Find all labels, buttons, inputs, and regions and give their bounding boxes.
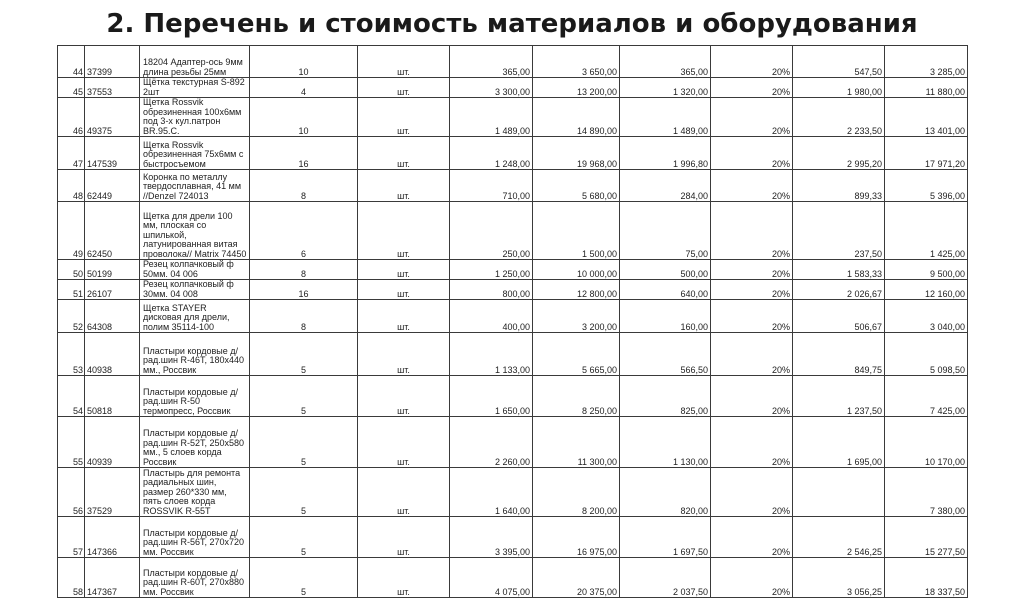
total-cell: 5 396,00 bbox=[885, 170, 968, 202]
total-cell: 10 170,00 bbox=[885, 417, 968, 468]
total-cell: 15 277,50 bbox=[885, 517, 968, 558]
price-cell: 800,00 bbox=[450, 280, 533, 300]
table-row bbox=[58, 376, 968, 417]
price-cell: 1 650,00 bbox=[450, 376, 533, 417]
table-row bbox=[58, 280, 968, 300]
item-code-cell: 147539 bbox=[85, 137, 140, 170]
item-code-cell: 64308 bbox=[85, 300, 140, 333]
item-code-cell: 37529 bbox=[85, 468, 140, 517]
price-cell: 1 250,00 bbox=[450, 260, 533, 280]
item-code-cell: 49375 bbox=[85, 98, 140, 137]
table-row bbox=[58, 517, 968, 558]
vat-rate-cell: 20% bbox=[711, 468, 793, 517]
quantity-cell: 16 bbox=[250, 280, 358, 300]
price-cell: 710,00 bbox=[450, 170, 533, 202]
sum-cell: 20 375,00 bbox=[533, 558, 620, 598]
total-cell: 13 401,00 bbox=[885, 98, 968, 137]
vat-sum-cell: 2 546,25 bbox=[793, 517, 885, 558]
price-cell: 1 133,00 bbox=[450, 333, 533, 376]
vat-rate-cell: 20% bbox=[711, 517, 793, 558]
sum-cell: 14 890,00 bbox=[533, 98, 620, 137]
vat-rate-cell: 20% bbox=[711, 558, 793, 598]
vat-sum-cell: 1 583,33 bbox=[793, 260, 885, 280]
row-number-cell: 58 bbox=[58, 558, 85, 598]
vat-rate-cell: 20% bbox=[711, 202, 793, 260]
sum-cell: 5 680,00 bbox=[533, 170, 620, 202]
unit-cell: шт. bbox=[358, 46, 450, 78]
table-row bbox=[58, 468, 968, 517]
total-cell: 1 425,00 bbox=[885, 202, 968, 260]
table-row bbox=[58, 333, 968, 376]
vat-sum-cell: 3 056,25 bbox=[793, 558, 885, 598]
quantity-cell: 10 bbox=[250, 46, 358, 78]
table-row bbox=[58, 98, 968, 137]
cost-cell: 1 996,80 bbox=[620, 137, 711, 170]
table-body bbox=[58, 46, 968, 598]
quantity-cell: 5 bbox=[250, 417, 358, 468]
cost-cell: 1 489,00 bbox=[620, 98, 711, 137]
row-number-cell: 47 bbox=[58, 137, 85, 170]
sum-cell: 10 000,00 bbox=[533, 260, 620, 280]
sum-cell: 13 200,00 bbox=[533, 78, 620, 98]
item-name-cell: Пластыри кордовые д/рад.шин R-56T, 270х720 мм. Россвик bbox=[140, 517, 250, 558]
total-cell: 7 425,00 bbox=[885, 376, 968, 417]
cost-cell: 1 130,00 bbox=[620, 417, 711, 468]
cost-cell: 1 697,50 bbox=[620, 517, 711, 558]
item-name-cell: Резец колпачковый ф 30мм. 04 008 bbox=[140, 280, 250, 300]
cost-cell: 566,50 bbox=[620, 333, 711, 376]
item-code-cell: 37399 bbox=[85, 46, 140, 78]
price-cell: 4 075,00 bbox=[450, 558, 533, 598]
unit-cell: шт. bbox=[358, 260, 450, 280]
vat-rate-cell: 20% bbox=[711, 417, 793, 468]
table-row bbox=[58, 78, 968, 98]
quantity-cell: 5 bbox=[250, 376, 358, 417]
total-cell: 17 971,20 bbox=[885, 137, 968, 170]
unit-cell: шт. bbox=[358, 300, 450, 333]
item-name-cell: Пластыри кордовые д/рад.шин R-50 термопресс, Россвик bbox=[140, 376, 250, 417]
price-cell: 1 248,00 bbox=[450, 137, 533, 170]
item-name-cell: Коронка по металлу твердосплавная, 41 мм //Denzel 724013 bbox=[140, 170, 250, 202]
item-name-cell: 18204 Адаптер-ось 9мм длина резьбы 25мм bbox=[140, 46, 250, 78]
item-code-cell: 147366 bbox=[85, 517, 140, 558]
vat-rate-cell: 20% bbox=[711, 98, 793, 137]
quantity-cell: 8 bbox=[250, 260, 358, 280]
quantity-cell: 8 bbox=[250, 300, 358, 333]
item-name-cell: Щетка для дрели 100 мм, плоская со шпилькой, латунированная витая проволока// Matrix 74450 bbox=[140, 202, 250, 260]
unit-cell: шт. bbox=[358, 468, 450, 517]
cost-cell: 1 320,00 bbox=[620, 78, 711, 98]
item-code-cell: 50199 bbox=[85, 260, 140, 280]
item-code-cell: 147367 bbox=[85, 558, 140, 598]
row-number-cell: 44 bbox=[58, 46, 85, 78]
sum-cell: 19 968,00 bbox=[533, 137, 620, 170]
vat-sum-cell: 1 237,50 bbox=[793, 376, 885, 417]
unit-cell: шт. bbox=[358, 78, 450, 98]
cost-cell: 640,00 bbox=[620, 280, 711, 300]
row-number-cell: 51 bbox=[58, 280, 85, 300]
unit-cell: шт. bbox=[358, 333, 450, 376]
item-name-cell: Пластыри кордовые д/рад.шин R-60T, 270х880 мм. Россвик bbox=[140, 558, 250, 598]
sum-cell: 3 200,00 bbox=[533, 300, 620, 333]
table-row bbox=[58, 170, 968, 202]
vat-sum-cell: 506,67 bbox=[793, 300, 885, 333]
item-name-cell: Пластыри кордовые д/рад.шин R-52T, 250х580 мм., 5 слоев корда Россвик bbox=[140, 417, 250, 468]
vat-sum-cell: 547,50 bbox=[793, 46, 885, 78]
price-cell: 1 640,00 bbox=[450, 468, 533, 517]
vat-sum-cell: 899,33 bbox=[793, 170, 885, 202]
vat-sum-cell: 2 995,20 bbox=[793, 137, 885, 170]
item-code-cell: 37553 bbox=[85, 78, 140, 98]
total-cell: 18 337,50 bbox=[885, 558, 968, 598]
vat-sum-cell: 237,50 bbox=[793, 202, 885, 260]
unit-cell: шт. bbox=[358, 417, 450, 468]
price-cell: 1 489,00 bbox=[450, 98, 533, 137]
sum-cell: 11 300,00 bbox=[533, 417, 620, 468]
vat-rate-cell: 20% bbox=[711, 333, 793, 376]
vat-rate-cell: 20% bbox=[711, 376, 793, 417]
row-number-cell: 49 bbox=[58, 202, 85, 260]
item-code-cell: 40938 bbox=[85, 333, 140, 376]
sum-cell: 5 665,00 bbox=[533, 333, 620, 376]
unit-cell: шт. bbox=[358, 170, 450, 202]
total-cell: 12 160,00 bbox=[885, 280, 968, 300]
vat-sum-cell: 1 695,00 bbox=[793, 417, 885, 468]
materials-table-image bbox=[57, 45, 967, 597]
price-cell: 2 260,00 bbox=[450, 417, 533, 468]
vat-sum-cell: 1 980,00 bbox=[793, 78, 885, 98]
item-name-cell: Резец колпачковый ф 50мм. 04 006 bbox=[140, 260, 250, 280]
page-title: 2. Перечень и стоимость материалов и оборудования bbox=[106, 9, 918, 39]
item-code-cell: 62449 bbox=[85, 170, 140, 202]
item-name-cell: Пластырь для ремонта радиальных шин, размер 260*330 мм, пять слоев корда ROSSVIK R-55T bbox=[140, 468, 250, 517]
total-cell: 3 285,00 bbox=[885, 46, 968, 78]
vat-sum-cell: 2 233,50 bbox=[793, 98, 885, 137]
vat-sum-cell: 2 026,67 bbox=[793, 280, 885, 300]
quantity-cell: 5 bbox=[250, 468, 358, 517]
quantity-cell: 5 bbox=[250, 558, 358, 598]
sum-cell: 12 800,00 bbox=[533, 280, 620, 300]
vat-rate-cell: 20% bbox=[711, 300, 793, 333]
materials-table bbox=[57, 45, 968, 598]
item-code-cell: 40939 bbox=[85, 417, 140, 468]
sum-cell: 8 250,00 bbox=[533, 376, 620, 417]
item-code-cell: 50818 bbox=[85, 376, 140, 417]
quantity-cell: 5 bbox=[250, 333, 358, 376]
unit-cell: шт. bbox=[358, 376, 450, 417]
table-row bbox=[58, 137, 968, 170]
cost-cell: 365,00 bbox=[620, 46, 711, 78]
vat-rate-cell: 20% bbox=[711, 137, 793, 170]
item-code-cell: 26107 bbox=[85, 280, 140, 300]
total-cell: 9 500,00 bbox=[885, 260, 968, 280]
price-cell: 250,00 bbox=[450, 202, 533, 260]
table-row bbox=[58, 558, 968, 598]
quantity-cell: 6 bbox=[250, 202, 358, 260]
total-cell: 5 098,50 bbox=[885, 333, 968, 376]
cost-cell: 820,00 bbox=[620, 468, 711, 517]
price-cell: 3 395,00 bbox=[450, 517, 533, 558]
cost-cell: 284,00 bbox=[620, 170, 711, 202]
vat-rate-cell: 20% bbox=[711, 260, 793, 280]
cost-cell: 500,00 bbox=[620, 260, 711, 280]
price-cell: 400,00 bbox=[450, 300, 533, 333]
price-cell: 365,00 bbox=[450, 46, 533, 78]
vat-sum-cell bbox=[793, 468, 885, 517]
row-number-cell: 46 bbox=[58, 98, 85, 137]
unit-cell: шт. bbox=[358, 558, 450, 598]
row-number-cell: 54 bbox=[58, 376, 85, 417]
item-name-cell: Щетка STAYER дисковая для дрели, полим 35114-100 bbox=[140, 300, 250, 333]
vat-rate-cell: 20% bbox=[711, 78, 793, 98]
quantity-cell: 4 bbox=[250, 78, 358, 98]
quantity-cell: 8 bbox=[250, 170, 358, 202]
row-number-cell: 55 bbox=[58, 417, 85, 468]
cost-cell: 2 037,50 bbox=[620, 558, 711, 598]
sum-cell: 3 650,00 bbox=[533, 46, 620, 78]
vat-rate-cell: 20% bbox=[711, 170, 793, 202]
item-code-cell: 62450 bbox=[85, 202, 140, 260]
table-row bbox=[58, 260, 968, 280]
row-number-cell: 48 bbox=[58, 170, 85, 202]
unit-cell: шт. bbox=[358, 202, 450, 260]
cost-cell: 160,00 bbox=[620, 300, 711, 333]
unit-cell: шт. bbox=[358, 517, 450, 558]
cost-cell: 75,00 bbox=[620, 202, 711, 260]
row-number-cell: 57 bbox=[58, 517, 85, 558]
total-cell: 11 880,00 bbox=[885, 78, 968, 98]
quantity-cell: 16 bbox=[250, 137, 358, 170]
table-row bbox=[58, 46, 968, 78]
quantity-cell: 10 bbox=[250, 98, 358, 137]
row-number-cell: 52 bbox=[58, 300, 85, 333]
sum-cell: 8 200,00 bbox=[533, 468, 620, 517]
total-cell: 3 040,00 bbox=[885, 300, 968, 333]
quantity-cell: 5 bbox=[250, 517, 358, 558]
item-name-cell: Щётка текстурная S-892 2шт bbox=[140, 78, 250, 98]
item-name-cell: Щетка Rossvik обрезиненная 75х6мм с быстросъемом bbox=[140, 137, 250, 170]
vat-rate-cell: 20% bbox=[711, 280, 793, 300]
unit-cell: шт. bbox=[358, 137, 450, 170]
cost-cell: 825,00 bbox=[620, 376, 711, 417]
table-row bbox=[58, 202, 968, 260]
unit-cell: шт. bbox=[358, 98, 450, 137]
row-number-cell: 53 bbox=[58, 333, 85, 376]
row-number-cell: 50 bbox=[58, 260, 85, 280]
row-number-cell: 45 bbox=[58, 78, 85, 98]
row-number-cell: 56 bbox=[58, 468, 85, 517]
sum-cell: 1 500,00 bbox=[533, 202, 620, 260]
vat-sum-cell: 849,75 bbox=[793, 333, 885, 376]
table-row bbox=[58, 417, 968, 468]
total-cell: 7 380,00 bbox=[885, 468, 968, 517]
item-name-cell: Пластыри кордовые д/рад.шин R-46T, 180х440 мм., Россвик bbox=[140, 333, 250, 376]
vat-rate-cell: 20% bbox=[711, 46, 793, 78]
table-row bbox=[58, 300, 968, 333]
sum-cell: 16 975,00 bbox=[533, 517, 620, 558]
price-cell: 3 300,00 bbox=[450, 78, 533, 98]
unit-cell: шт. bbox=[358, 280, 450, 300]
item-name-cell: Щетка Rossvik обрезиненная 100х6мм под 3-х кул.патрон BR.95.C. bbox=[140, 98, 250, 137]
